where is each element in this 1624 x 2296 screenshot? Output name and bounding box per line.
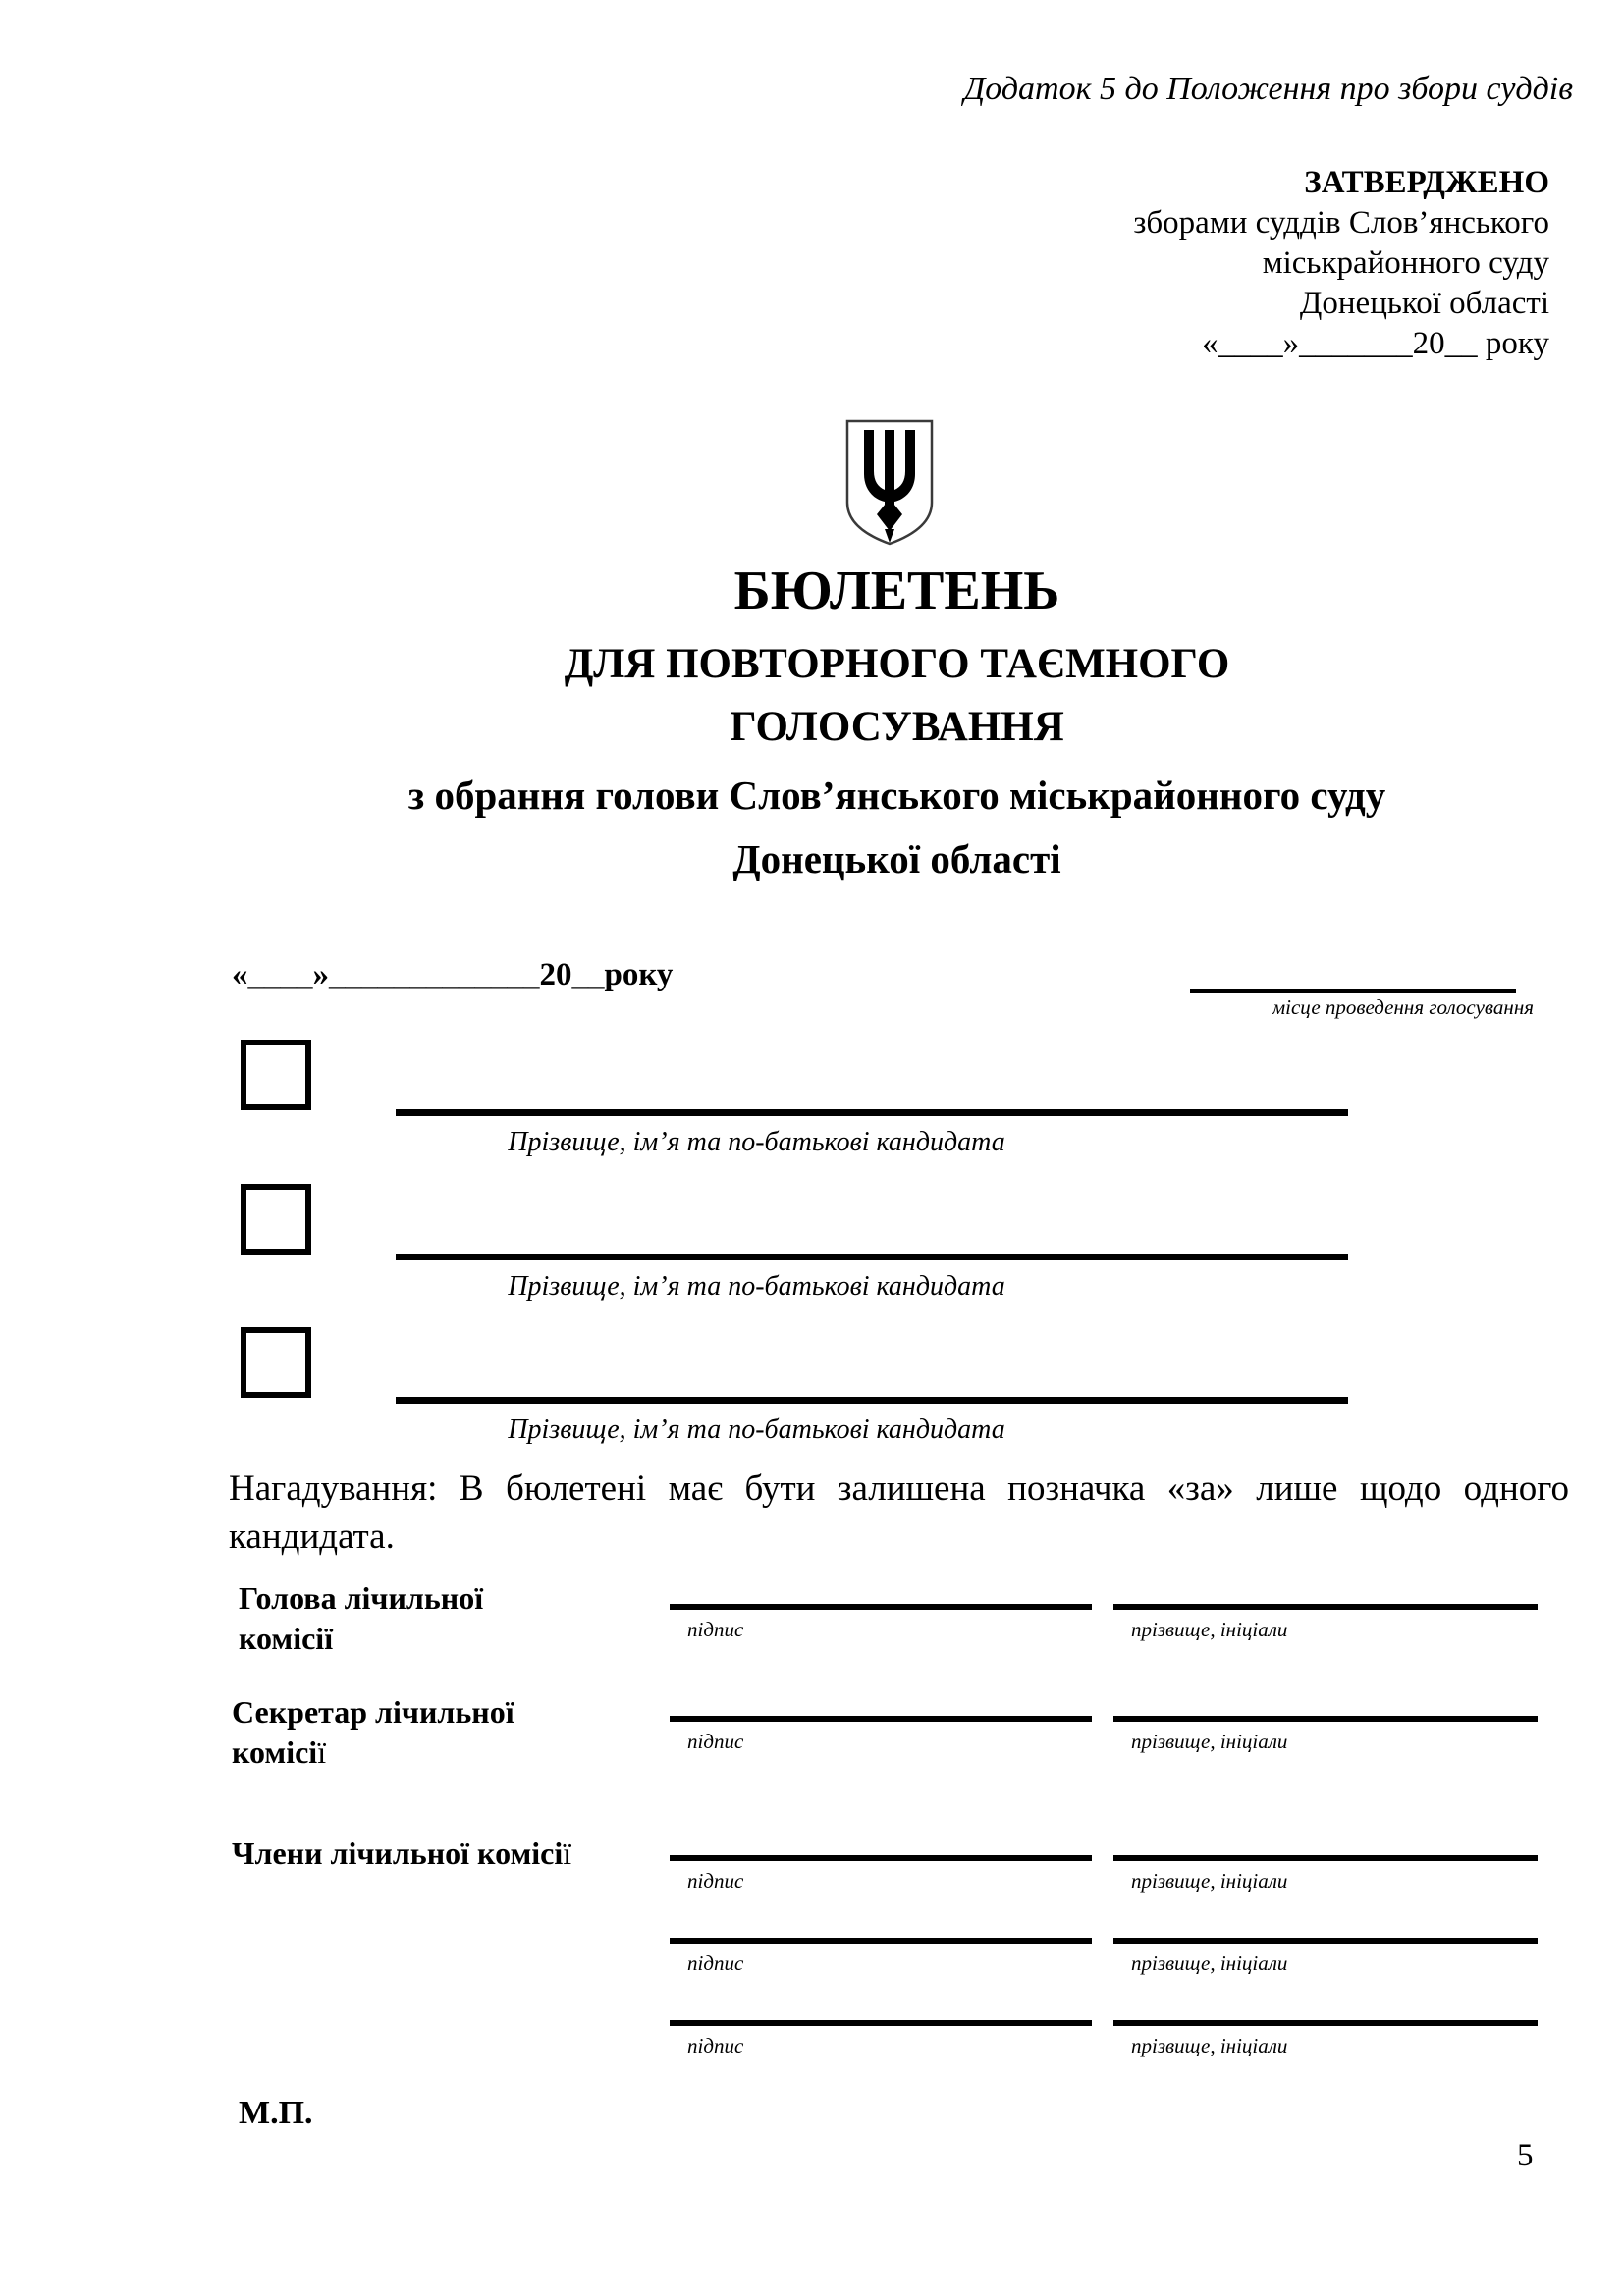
candidate-1-checkbox[interactable] <box>241 1040 311 1110</box>
members-label <box>232 1834 801 1874</box>
ballot-title-line2: ДЛЯ ПОВТОРНОГО ТАЄМНОГО <box>564 641 1230 687</box>
member-3-name-line <box>1113 2020 1538 2026</box>
secretary-label <box>232 1692 585 1773</box>
approval-date-blank: «____»_______20__ року <box>1202 326 1549 361</box>
candidate-2-checkbox[interactable] <box>241 1184 311 1255</box>
candidate-2-name-line <box>396 1254 1348 1260</box>
approval-line: міськрайонного суду <box>1262 245 1549 281</box>
name-caption: прізвище, ініціали <box>1131 1951 1288 1975</box>
reminder-text: Нагадування: В бюлетені має бути залишена позначка «за» лише щодо одного кандидата. <box>229 1468 1569 1557</box>
stamp-place-label: М.П. <box>239 2095 313 2131</box>
member-3-signature-line <box>670 2020 1092 2026</box>
signature-caption: підпис <box>687 1951 744 1975</box>
chair-label <box>239 1578 563 1659</box>
signature-caption: підпис <box>687 1730 744 1753</box>
candidate-1-name-line <box>396 1109 1348 1116</box>
approval-block <box>1133 163 1549 364</box>
member-1-signature-line <box>670 1855 1092 1861</box>
secretary-label-bold: Секретар лічильної комісі <box>232 1694 514 1770</box>
candidate-3-name-line <box>396 1397 1348 1404</box>
page-number: 5 <box>1517 2138 1534 2173</box>
secretary-label-tail: ї <box>317 1735 327 1770</box>
candidate-3-caption: Прізвище, ім’я та по-батькові кандидата <box>508 1415 1005 1445</box>
chair-name-line <box>1113 1604 1538 1610</box>
signature-caption: підпис <box>687 1869 744 1893</box>
voting-place-blank-line <box>1190 954 1516 993</box>
signature-caption: підпис <box>687 2034 744 2057</box>
ballot-subtitle: з обрання голови Слов’янського міськрайонного суду <box>407 773 1386 818</box>
voting-date-blank: «____»_____________20__року <box>232 957 674 992</box>
approval-line: Донецької області <box>1299 286 1549 321</box>
ballot-title-line3: ГОЛОСУВАННЯ <box>730 704 1064 750</box>
approval-line: зборами суддів Слов’янського <box>1133 205 1549 240</box>
members-label-bold: Члени лічильної комісі <box>232 1836 564 1871</box>
name-caption: прізвище, ініціали <box>1131 2034 1288 2057</box>
ballot-subtitle-region: Донецької області <box>732 836 1061 881</box>
name-caption: прізвище, ініціали <box>1131 1730 1288 1753</box>
chair-signature-line <box>670 1604 1092 1610</box>
secretary-signature-line <box>670 1716 1092 1722</box>
candidate-2-caption: Прізвище, ім’я та по-батькові кандидата <box>508 1271 1005 1302</box>
chair-label-bold: Голова лічильної комісії <box>239 1580 484 1656</box>
ukraine-trident-emblem <box>842 416 937 548</box>
name-caption: прізвище, ініціали <box>1131 1869 1288 1893</box>
name-caption: прізвище, ініціали <box>1131 1618 1288 1641</box>
members-label-tail: ї <box>563 1836 572 1871</box>
member-1-name-line <box>1113 1855 1538 1861</box>
member-2-signature-line <box>670 1938 1092 1944</box>
ballot-title: БЮЛЕТЕНЬ <box>733 561 1060 621</box>
approval-title: ЗАТВЕРДЖЕНО <box>1304 165 1549 200</box>
secretary-name-line <box>1113 1716 1538 1722</box>
signature-caption: підпис <box>687 1618 744 1641</box>
voting-place-caption: місце проведення голосування <box>1272 995 1534 1019</box>
candidate-1-caption: Прізвище, ім’я та по-батькові кандидата <box>508 1127 1005 1157</box>
member-2-name-line <box>1113 1938 1538 1944</box>
annex-note: Додаток 5 до Положення про збори суддів <box>963 71 1573 107</box>
candidate-3-checkbox[interactable] <box>241 1327 311 1398</box>
